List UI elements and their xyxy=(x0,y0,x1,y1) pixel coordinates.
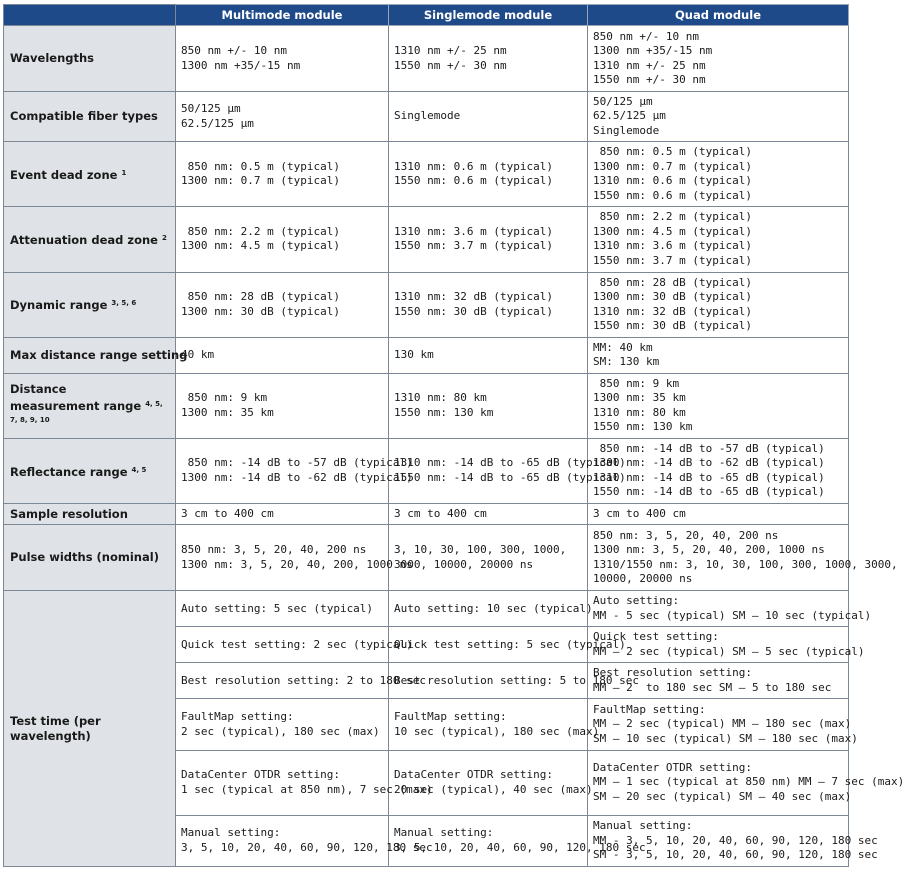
spec-table xyxy=(3,4,904,867)
multimode-cell: 850 nm +/- 10 nm 1300 nm +35/-15 nm xyxy=(176,26,389,92)
header-quad: Quad module xyxy=(588,5,849,26)
row-label xyxy=(4,142,176,207)
table-row xyxy=(4,207,849,272)
multimode-cell: Best resolution setting: 2 to 180 sec xyxy=(176,663,389,699)
quad-cell: 50/125 µm 62.5/125 µm Singlemode xyxy=(588,92,849,142)
row-label-text: Sample resolution xyxy=(10,506,128,521)
singlemode-cell: Quick test setting: 5 sec (typical) xyxy=(389,627,588,663)
row-label xyxy=(4,26,176,92)
footnote-ref: 3, 5, 6 xyxy=(111,299,137,308)
multimode-cell: 40 km xyxy=(176,337,389,373)
multimode-cell: 850 nm: 28 dB (typical) 1300 nm: 30 dB (typical) xyxy=(176,272,389,337)
quad-cell: 850 nm: -14 dB to -57 dB (typical) 1300 nm: -14 dB to -62 dB (typical) 1310 nm: -14 dB to -65 dB (typical) 1550 nm: -14 dB to -65 dB (typical) xyxy=(588,438,849,503)
row-label xyxy=(4,504,176,525)
singlemode-cell: 3, 10, 30, 100, 300, 1000, 3000, 10000, 20000 ns xyxy=(389,525,588,591)
footnote-ref: 4, 5 xyxy=(131,465,147,474)
quad-cell: 850 nm: 9 km 1300 nm: 35 km 1310 nm: 80 km 1550 nm: 130 km xyxy=(588,373,849,438)
quad-cell: DataCenter OTDR setting: MM – 1 sec (typical at 850 nm) MM – 7 sec (max) SM – 20 sec (typical) SM – 40 sec (max) xyxy=(588,750,849,815)
singlemode-cell: Auto setting: 10 sec (typical) xyxy=(389,591,588,627)
table-row xyxy=(4,272,849,337)
row-label-text: Dynamic range xyxy=(10,298,108,313)
multimode-cell: 3 cm to 400 cm xyxy=(176,504,389,525)
quad-cell: 3 cm to 400 cm xyxy=(588,504,849,525)
row-label-text: Reflectance range xyxy=(10,464,128,479)
row-label xyxy=(4,373,176,438)
row-label-text: Distance measurement range xyxy=(10,382,142,413)
footnote-ref: 2 xyxy=(161,234,167,243)
multimode-cell: Auto setting: 5 sec (typical) xyxy=(176,591,389,627)
test-time-label: Test time (per wavelength) xyxy=(4,591,176,867)
table-row xyxy=(4,525,849,591)
quad-cell: 850 nm: 28 dB (typical) 1300 nm: 30 dB (typical) 1310 nm: 32 dB (typical) 1550 nm: 30 dB (typical) xyxy=(588,272,849,337)
quad-cell: 850 nm: 0.5 m (typical) 1300 nm: 0.7 m (typical) 1310 nm: 0.6 m (typical) 1550 nm: 0.6 m (typical) xyxy=(588,142,849,207)
table-row xyxy=(4,92,849,142)
quad-cell: 850 nm: 2.2 m (typical) 1300 nm: 4.5 m (typical) 1310 nm: 3.6 m (typical) 1550 nm: 3.7 m (typical) xyxy=(588,207,849,272)
row-label-text: Pulse widths (nominal) xyxy=(10,550,159,565)
quad-cell: Quick test setting: MM – 2 sec (typical) SM – 5 sec (typical) xyxy=(588,627,849,663)
row-label-text: Compatible fiber types xyxy=(10,109,158,124)
singlemode-cell: 1310 nm: 0.6 m (typical) 1550 nm: 0.6 m (typical) xyxy=(389,142,588,207)
multimode-cell: DataCenter OTDR setting: 1 sec (typical at 850 nm), 7 sec (max) xyxy=(176,750,389,815)
multimode-cell: FaultMap setting: 2 sec (typical), 180 sec (max) xyxy=(176,699,389,750)
row-label-text: Wavelengths xyxy=(10,51,95,66)
quad-cell: Manual setting: MM - 3, 5, 10, 20, 40, 60, 90, 120, 180 sec SM - 3, 5, 10, 20, 40, 60, 90, 120, 180 sec xyxy=(588,815,849,866)
singlemode-cell: FaultMap setting: 10 sec (typical), 180 sec (max) xyxy=(389,699,588,750)
quad-cell: FaultMap setting: MM – 2 sec (typical) MM – 180 sec (max) SM – 10 sec (typical) SM – 180 sec (max) xyxy=(588,699,849,750)
row-label xyxy=(4,207,176,272)
footnote-ref: 4, 5, 7, 8, 9, 10 xyxy=(10,399,163,425)
singlemode-cell: 1310 nm: 3.6 m (typical) 1550 nm: 3.7 m (typical) xyxy=(389,207,588,272)
multimode-cell: 850 nm: 9 km 1300 nm: 35 km xyxy=(176,373,389,438)
singlemode-cell: Best resolution setting: 5 to 180 sec xyxy=(389,663,588,699)
multimode-cell: Quick test setting: 2 sec (typical) xyxy=(176,627,389,663)
row-label xyxy=(4,272,176,337)
header-empty-cell xyxy=(4,5,176,26)
multimode-cell: Manual setting: 3, 5, 10, 20, 40, 60, 90, 120, 180 sec xyxy=(176,815,389,866)
table-row xyxy=(4,142,849,207)
row-label-text: Attenuation dead zone xyxy=(10,233,158,248)
row-label-text: Max distance range setting xyxy=(10,347,188,362)
header-row xyxy=(4,5,849,26)
multimode-cell: 850 nm: 2.2 m (typical) 1300 nm: 4.5 m (typical) xyxy=(176,207,389,272)
footnote-ref: 1 xyxy=(121,169,127,178)
table-row xyxy=(4,337,849,373)
singlemode-cell: 3 cm to 400 cm xyxy=(389,504,588,525)
singlemode-cell: 1310 nm: -14 dB to -65 dB (typical) 1550 nm: -14 dB to -65 dB (typical) xyxy=(389,438,588,503)
table-row xyxy=(4,504,849,525)
header-singlemode: Singlemode module xyxy=(389,5,588,26)
table-row xyxy=(4,438,849,503)
row-label-text: Event dead zone xyxy=(10,168,118,183)
row-label xyxy=(4,92,176,142)
multimode-cell: 850 nm: 0.5 m (typical) 1300 nm: 0.7 m (typical) xyxy=(176,142,389,207)
quad-cell: Best resolution setting: MM – 2 to 180 sec SM – 5 to 180 sec xyxy=(588,663,849,699)
singlemode-cell: 130 km xyxy=(389,337,588,373)
singlemode-cell: 1310 nm +/- 25 nm 1550 nm +/- 30 nm xyxy=(389,26,588,92)
singlemode-cell: DataCenter OTDR setting: 20 sec (typical), 40 sec (max) xyxy=(389,750,588,815)
test-time-row xyxy=(4,591,849,627)
quad-cell: MM: 40 km SM: 130 km xyxy=(588,337,849,373)
multimode-cell: 50/125 µm 62.5/125 µm xyxy=(176,92,389,142)
multimode-cell: 850 nm: 3, 5, 20, 40, 200 ns 1300 nm: 3, 5, 20, 40, 200, 1000 ns xyxy=(176,525,389,591)
table-row xyxy=(4,26,849,92)
multimode-cell: 850 nm: -14 dB to -57 dB (typical) 1300 nm: -14 dB to -62 dB (typical) xyxy=(176,438,389,503)
quad-cell: 850 nm: 3, 5, 20, 40, 200 ns 1300 nm: 3, 5, 20, 40, 200, 1000 ns 1310/1550 nm: 3, 10, 30, 100, 300, 1000, 3000, 10000, 20000 ns xyxy=(588,525,849,591)
row-label xyxy=(4,525,176,591)
quad-cell: Auto setting: MM - 5 sec (typical) SM – 10 sec (typical) xyxy=(588,591,849,627)
singlemode-cell: Singlemode xyxy=(389,92,588,142)
singlemode-cell: Manual setting: 3, 5, 10, 20, 40, 60, 90, 120, 180 sec xyxy=(389,815,588,866)
table-row xyxy=(4,373,849,438)
singlemode-cell: 1310 nm: 32 dB (typical) 1550 nm: 30 dB (typical) xyxy=(389,272,588,337)
header-multimode: Multimode module xyxy=(176,5,389,26)
singlemode-cell: 1310 nm: 80 km 1550 nm: 130 km xyxy=(389,373,588,438)
row-label xyxy=(4,438,176,503)
row-label xyxy=(4,337,188,373)
quad-cell: 850 nm +/- 10 nm 1300 nm +35/-15 nm 1310 nm +/- 25 nm 1550 nm +/- 30 nm xyxy=(588,26,849,92)
